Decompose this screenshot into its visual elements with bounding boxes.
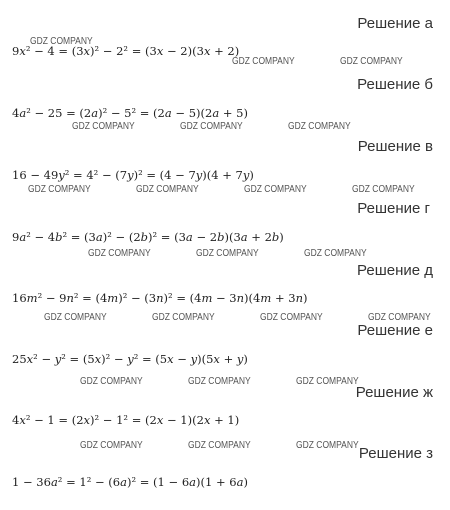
solution-zh-heading: Решение ж <box>355 384 433 401</box>
solution-a-formula: 9x² − 4 = (3x)² − 2² = (3x − 2)(3x + 2) <box>12 44 240 58</box>
watermark: GDZ COMPANY <box>352 184 415 195</box>
solution-d-formula: 16m² − 9n² = (4m)² − (3n)² = (4m − 3n)(4m + 3n) <box>12 291 308 305</box>
solution-b-heading: Решение б <box>357 76 433 93</box>
watermark: GDZ COMPANY <box>44 312 107 323</box>
watermark: GDZ COMPANY <box>72 121 135 132</box>
watermark: GDZ COMPANY <box>80 376 143 387</box>
watermark: GDZ COMPANY <box>30 36 93 47</box>
watermark: GDZ COMPANY <box>188 440 251 451</box>
solution-v-heading: Решение в <box>357 138 433 155</box>
solution-a-heading: Решение а <box>357 15 433 32</box>
watermark: GDZ COMPANY <box>88 248 151 259</box>
solution-zh-formula: 4x² − 1 = (2x)² − 1² = (2x − 1)(2x + 1) <box>12 413 240 427</box>
watermark: GDZ COMPANY <box>260 312 323 323</box>
watermark: GDZ COMPANY <box>180 121 243 132</box>
solution-v-formula: 16 − 49y² = 4² − (7y)² = (4 − 7y)(4 + 7y) <box>12 168 254 182</box>
solution-b-formula: 4a² − 25 = (2a)² − 5² = (2a − 5)(2a + 5) <box>12 106 248 120</box>
solution-e-heading: Решение е <box>357 322 433 339</box>
watermark: GDZ COMPANY <box>188 376 251 387</box>
watermark: GDZ COMPANY <box>232 56 295 67</box>
solution-g-formula: 9a² − 4b² = (3a)² − (2b)² = (3a − 2b)(3a + 2b) <box>12 230 284 244</box>
watermark: GDZ COMPANY <box>152 312 215 323</box>
watermark: GDZ COMPANY <box>196 248 259 259</box>
watermark: GDZ COMPANY <box>28 184 91 195</box>
watermark: GDZ COMPANY <box>80 440 143 451</box>
solution-d-heading: Решение д <box>357 262 433 279</box>
solution-z-heading: Решение з <box>358 445 433 462</box>
watermark: GDZ COMPANY <box>296 376 359 387</box>
watermark: GDZ COMPANY <box>340 56 403 67</box>
watermark: GDZ COMPANY <box>244 184 307 195</box>
watermark: GDZ COMPANY <box>296 440 359 451</box>
watermark: GDZ COMPANY <box>136 184 199 195</box>
watermark: GDZ COMPANY <box>288 121 351 132</box>
watermark: GDZ COMPANY <box>304 248 367 259</box>
watermark: GDZ COMPANY <box>368 312 431 323</box>
solution-z-formula: 1 − 36a² = 1² − (6a)² = (1 − 6a)(1 + 6a) <box>12 475 248 489</box>
solution-e-formula: 25x² − y² = (5x)² − y² = (5x − y)(5x + y) <box>12 352 248 366</box>
solution-g-heading: Решение г <box>357 200 430 217</box>
